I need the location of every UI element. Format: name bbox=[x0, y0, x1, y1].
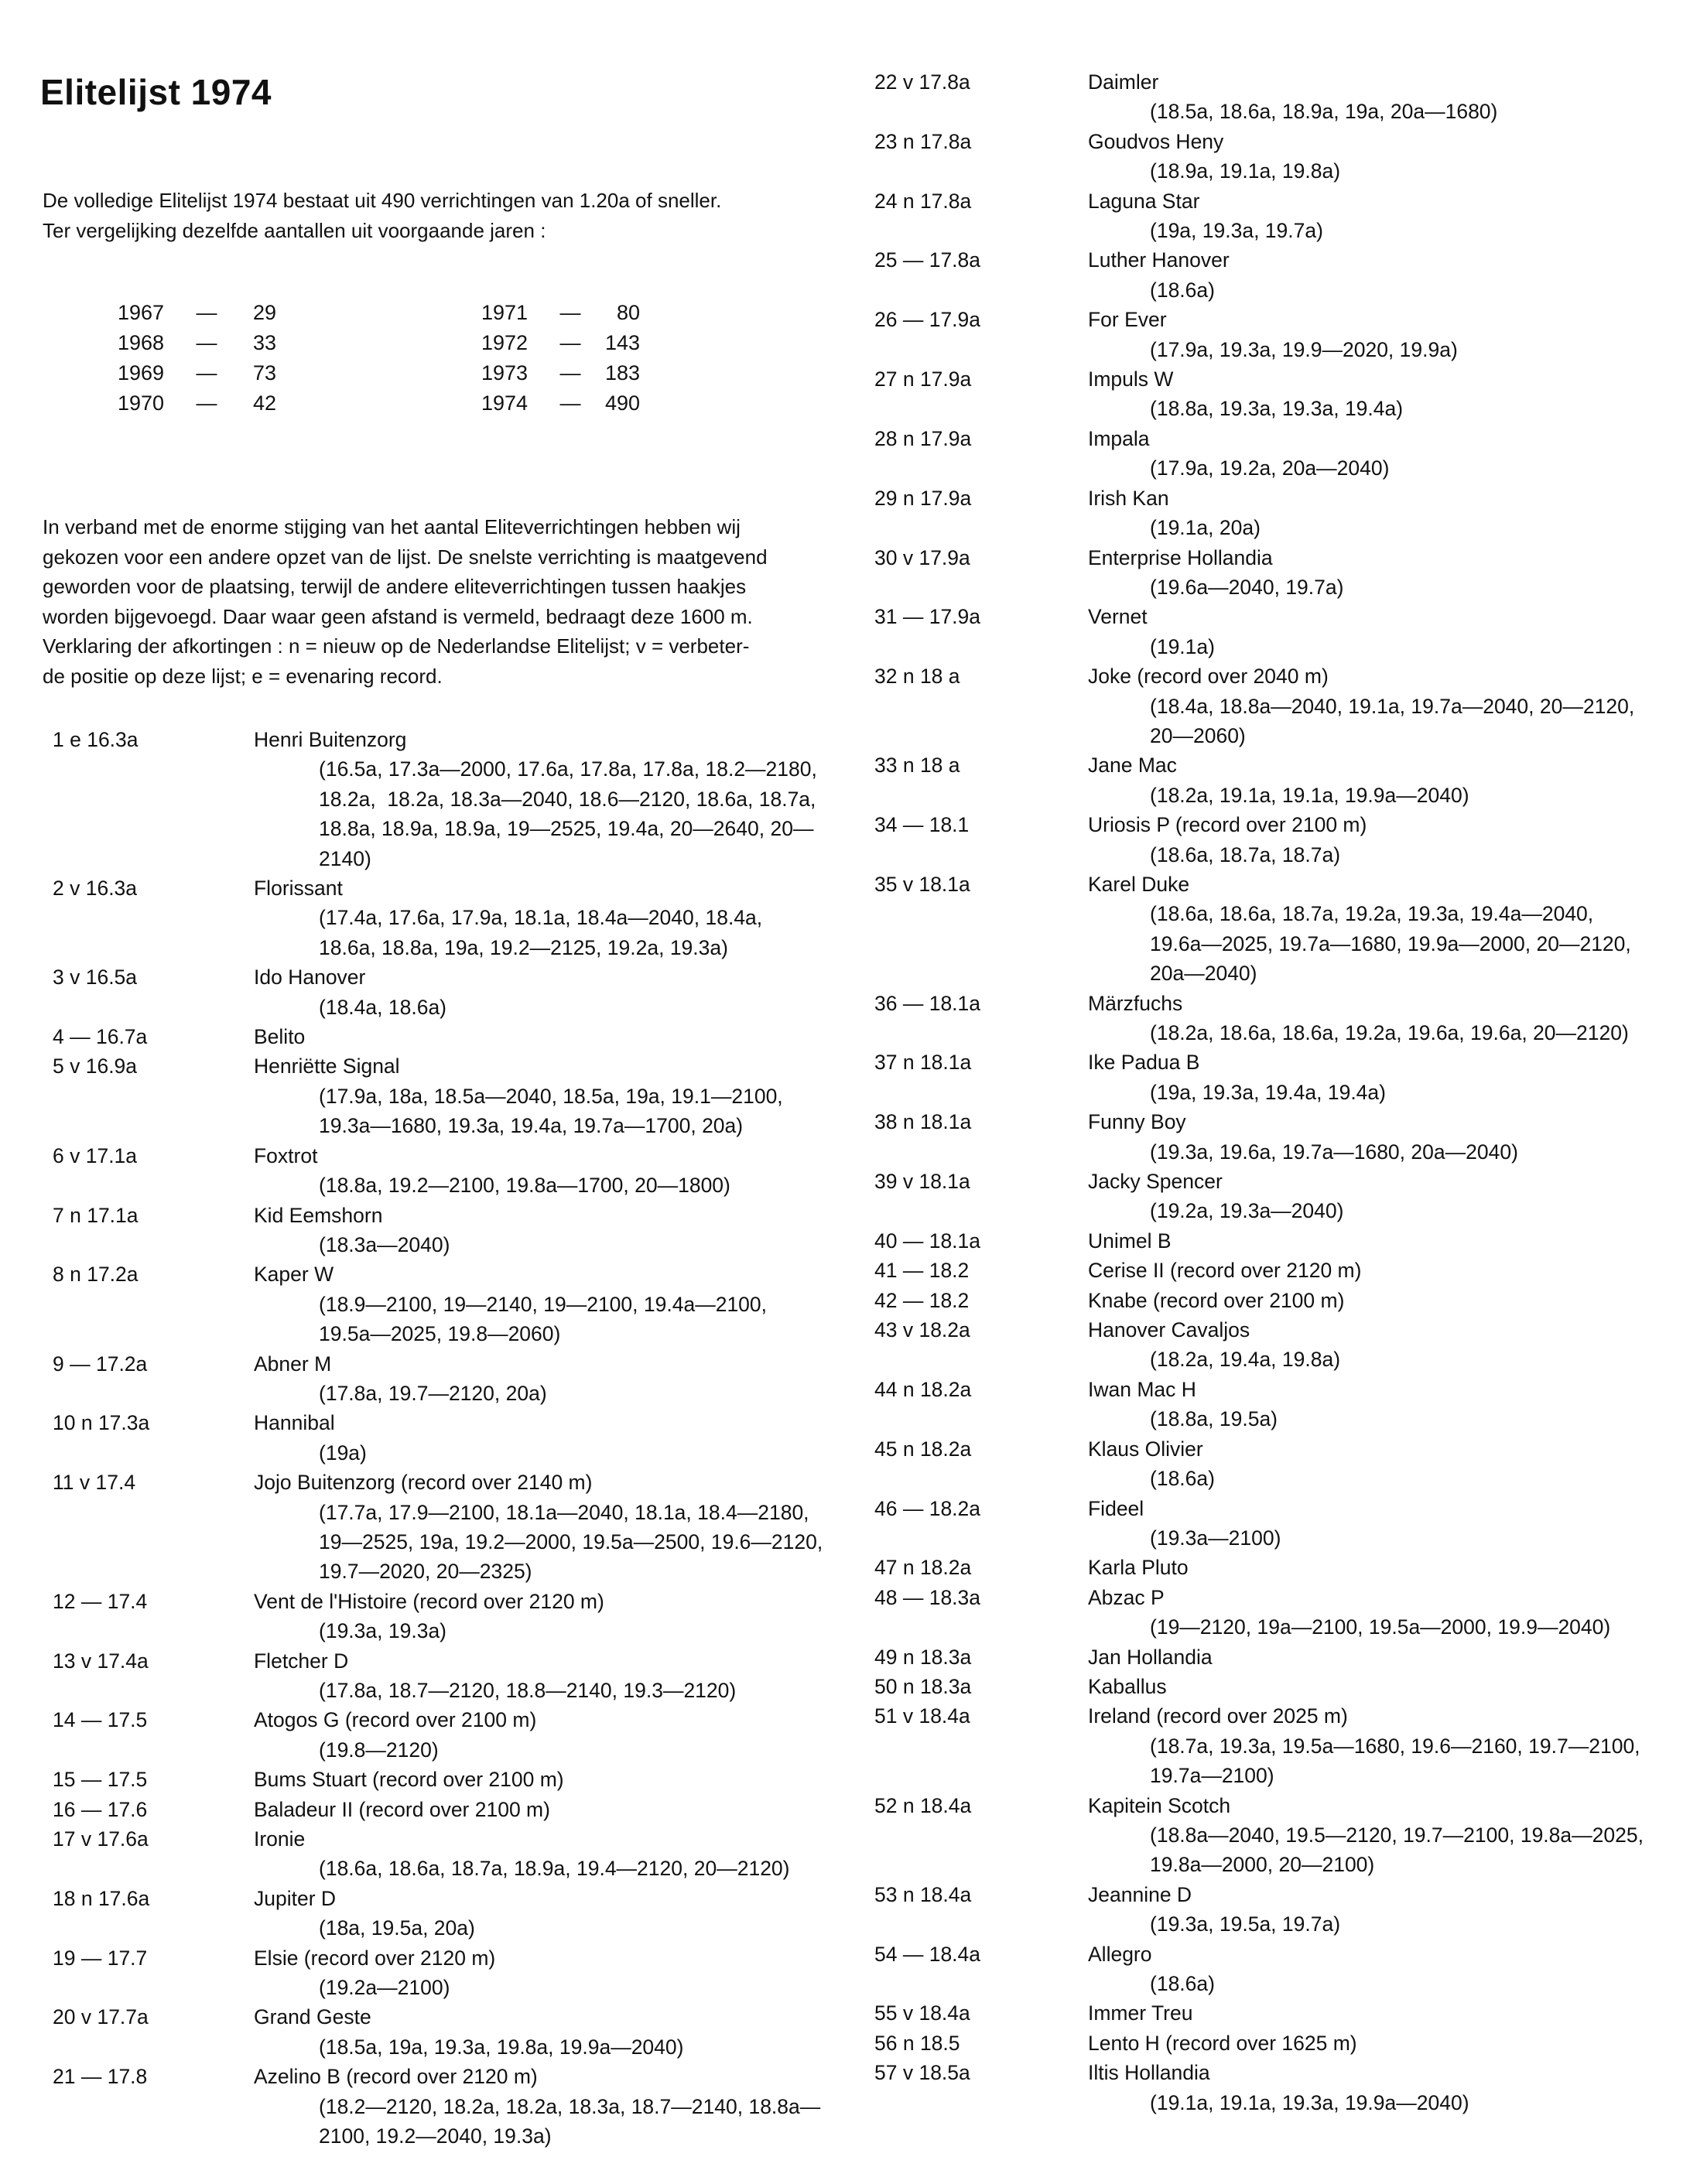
rank-code: 35 v 18.1a bbox=[874, 872, 970, 896]
rank-code: 21 — 17.8 bbox=[53, 2065, 148, 2089]
year-row bbox=[481, 328, 644, 358]
rank-code: 2 v 16.3a bbox=[53, 877, 138, 901]
horse-name: Grand Geste bbox=[254, 2005, 371, 2029]
list-entry bbox=[867, 1880, 1644, 1940]
count: 29 bbox=[252, 301, 276, 324]
horse-name: Fletcher D bbox=[254, 1649, 349, 1673]
list-entry bbox=[867, 1256, 1644, 1285]
rank-code: 43 v 18.2a bbox=[874, 1318, 970, 1342]
times-line: (18.6a) bbox=[1150, 1467, 1215, 1491]
rank-code: 38 n 18.1a bbox=[874, 1110, 972, 1134]
list-entry bbox=[0, 1201, 823, 1260]
times-line: (18.6a) bbox=[1150, 1972, 1215, 1995]
list-entry bbox=[867, 1791, 1644, 1880]
horse-name: Hanover Cavaljos bbox=[1088, 1318, 1250, 1342]
list-entry bbox=[867, 364, 1644, 424]
rank-code: 11 v 17.4 bbox=[53, 1471, 136, 1495]
times-line: (19a, 19.3a, 19.4a, 19.4a) bbox=[1150, 1080, 1386, 1104]
times-line: (18.2—2120, 18.2a, 18.2a, 18.3a, 18.7—2140, 18.8a— bbox=[319, 2094, 821, 2118]
horse-name: Baladeur II (record over 2100 m) bbox=[254, 1797, 550, 1821]
horse-name: Vernet bbox=[1088, 605, 1148, 629]
horse-name: Karel Duke bbox=[1088, 872, 1190, 896]
horse-name: Jane Mac bbox=[1088, 754, 1177, 778]
times-line: 20—2060) bbox=[1150, 723, 1246, 747]
year: 1967 bbox=[118, 301, 165, 324]
ranking-list-right bbox=[867, 67, 1644, 2117]
times-line: (19.6a—2040, 19.7a) bbox=[1150, 575, 1344, 599]
horse-name: Impala bbox=[1088, 426, 1150, 450]
rank-code: 25 — 17.8a bbox=[874, 248, 981, 272]
year-row bbox=[481, 358, 644, 388]
list-entry bbox=[867, 67, 1644, 127]
intro-line: De volledige Elitelijst 1974 bestaat uit 490 verrichtingen van 1.20a of sneller. bbox=[43, 189, 722, 212]
count: 143 bbox=[604, 331, 640, 354]
times-line: (19.2a—2100) bbox=[319, 1976, 450, 2000]
list-entry bbox=[0, 1259, 823, 1348]
rank-code: 19 — 17.7 bbox=[53, 1946, 148, 1970]
explanation-paragraph bbox=[43, 512, 863, 691]
times-line: (18.7a, 19.3a, 19.5a—1680, 19.6—2160, 19.7—2100, bbox=[1150, 1734, 1640, 1758]
dash: — bbox=[196, 331, 217, 354]
rank-code: 36 — 18.1a bbox=[874, 991, 981, 1015]
list-entry bbox=[867, 1494, 1644, 1553]
rank-code: 5 v 16.9a bbox=[53, 1054, 138, 1078]
list-entry bbox=[0, 873, 823, 962]
times-line: (18.4a, 18.6a) bbox=[319, 995, 447, 1019]
times-line: 19.6a—2025, 19.7a—1680, 19.9a—2000, 20—2120, bbox=[1150, 931, 1631, 955]
times-line: (19.3a, 19.3a) bbox=[319, 1619, 447, 1643]
list-entry bbox=[867, 245, 1644, 305]
list-entry bbox=[0, 2062, 823, 2151]
times-line: (18.3a—2040) bbox=[319, 1232, 450, 1256]
horse-name: Jacky Spencer bbox=[1088, 1170, 1223, 1194]
list-entry bbox=[0, 1022, 823, 1051]
horse-name: For Ever bbox=[1088, 308, 1167, 332]
rank-code: 56 n 18.5 bbox=[874, 2031, 960, 2055]
times-line: (18.9a, 19.1a, 19.8a) bbox=[1150, 159, 1341, 183]
horse-name: Funny Boy bbox=[1088, 1110, 1186, 1134]
horse-name: Ike Padua B bbox=[1088, 1051, 1200, 1075]
rank-code: 34 — 18.1 bbox=[874, 813, 970, 837]
list-entry bbox=[0, 725, 823, 873]
times-line: (18.8a, 19.5a) bbox=[1150, 1407, 1278, 1431]
horse-name: Klaus Olivier bbox=[1088, 1437, 1203, 1461]
rank-code: 54 — 18.4a bbox=[874, 1942, 981, 1966]
horse-name: Laguna Star bbox=[1088, 189, 1200, 213]
horse-name: Jupiter D bbox=[254, 1886, 337, 1910]
rank-code: 23 n 17.8a bbox=[874, 129, 972, 153]
times-line: (18.2a, 19.1a, 19.1a, 19.9a—2040) bbox=[1150, 783, 1469, 807]
times-line: (19.1a, 20a) bbox=[1150, 516, 1261, 540]
list-entry bbox=[867, 1553, 1644, 1582]
count: 490 bbox=[604, 391, 640, 415]
rank-code: 9 — 17.2a bbox=[53, 1352, 148, 1376]
list-entry bbox=[867, 305, 1644, 364]
horse-name: Bums Stuart (record over 2100 m) bbox=[254, 1768, 564, 1792]
list-entry bbox=[867, 661, 1644, 750]
rank-code: 1 e 16.3a bbox=[53, 728, 139, 751]
horse-name: Vent de l'Histoire (record over 2120 m) bbox=[254, 1589, 604, 1613]
horse-name: Cerise II (record over 2120 m) bbox=[1088, 1259, 1362, 1283]
times-line: 18.6a, 18.8a, 19a, 19.2—2125, 19.2a, 19.3a) bbox=[319, 935, 728, 959]
list-entry bbox=[867, 1107, 1644, 1167]
times-line: (19.3a—2100) bbox=[1150, 1526, 1281, 1550]
rank-code: 7 n 17.1a bbox=[53, 1203, 139, 1227]
year-row bbox=[481, 298, 644, 328]
explanation-line: geworden voor de plaatsing, terwijl de andere eliteverrichtingen tussen haakjes bbox=[43, 575, 747, 598]
rank-code: 27 n 17.9a bbox=[874, 367, 972, 391]
rank-code: 57 v 18.5a bbox=[874, 2061, 970, 2085]
times-line: 19.8a—2000, 20—2100) bbox=[1150, 1853, 1375, 1877]
count: 80 bbox=[616, 301, 640, 324]
times-line: (19.2a, 19.3a—2040) bbox=[1150, 1199, 1344, 1223]
rank-code: 24 n 17.8a bbox=[874, 189, 972, 213]
list-entry bbox=[0, 1468, 823, 1587]
horse-name: Unimel B bbox=[1088, 1229, 1172, 1253]
times-line: (19a) bbox=[319, 1441, 367, 1465]
explanation-line: gekozen voor een andere opzet van de lijst. De snelste verrichting is maatgevend bbox=[43, 545, 768, 569]
times-line: (19.1a, 19.1a, 19.3a, 19.9a—2040) bbox=[1150, 2090, 1469, 2114]
horse-name: Belito bbox=[254, 1025, 306, 1049]
year-row bbox=[118, 358, 280, 388]
list-entry bbox=[0, 2002, 823, 2062]
list-entry bbox=[867, 1167, 1644, 1226]
times-line: 19.7a—2100) bbox=[1150, 1764, 1274, 1788]
horse-name: Karla Pluto bbox=[1088, 1556, 1189, 1580]
horse-name: Hannibal bbox=[254, 1411, 335, 1435]
year-counts-left bbox=[118, 298, 280, 419]
rank-code: 10 n 17.3a bbox=[53, 1411, 150, 1435]
times-line: 2100, 19.2—2040, 19.3a) bbox=[319, 2124, 552, 2148]
list-entry bbox=[867, 870, 1644, 989]
horse-name: Jan Hollandia bbox=[1088, 1645, 1213, 1669]
horse-name: Abzac P bbox=[1088, 1585, 1165, 1609]
horse-name: Atogos G (record over 2100 m) bbox=[254, 1708, 537, 1732]
times-line: 20a—2040) bbox=[1150, 962, 1257, 986]
rank-code: 31 — 17.9a bbox=[874, 605, 981, 629]
times-line: (18.6a, 18.6a, 18.7a, 18.9a, 19.4—2120, 20—2120) bbox=[319, 1857, 790, 1881]
rank-code: 37 n 18.1a bbox=[874, 1051, 972, 1075]
list-entry bbox=[0, 1943, 823, 2003]
intro-paragraph bbox=[43, 186, 847, 246]
horse-name: Florissant bbox=[254, 877, 343, 901]
horse-name: Ido Hanover bbox=[254, 966, 366, 989]
rank-code: 8 n 17.2a bbox=[53, 1263, 139, 1287]
rank-code: 15 — 17.5 bbox=[53, 1768, 148, 1792]
list-entry bbox=[867, 1226, 1644, 1256]
horse-name: Joke (record over 2040 m) bbox=[1088, 665, 1329, 689]
year-row bbox=[118, 298, 280, 328]
list-entry bbox=[0, 1408, 823, 1468]
explanation-line: Verklaring der afkortingen : n = nieuw op de Nederlandse Elitelijst; v = verbeter- bbox=[43, 634, 750, 658]
horse-name: Märzfuchs bbox=[1088, 991, 1183, 1015]
horse-name: Ireland (record over 2025 m) bbox=[1088, 1704, 1348, 1728]
rank-code: 49 n 18.3a bbox=[874, 1645, 972, 1669]
year: 1969 bbox=[118, 361, 165, 385]
year: 1970 bbox=[118, 391, 165, 415]
rank-code: 52 n 18.4a bbox=[874, 1793, 972, 1817]
page-title: Elitelijst 1974 bbox=[40, 72, 272, 112]
list-entry bbox=[0, 1765, 823, 1794]
times-line: (17.8a, 18.7—2120, 18.8—2140, 19.3—2120) bbox=[319, 1679, 737, 1702]
list-entry bbox=[0, 1587, 823, 1646]
explanation-line: de positie op deze lijst; e = evenaring record. bbox=[43, 664, 443, 688]
rank-code: 44 n 18.2a bbox=[874, 1377, 972, 1401]
times-line: (17.9a, 19.3a, 19.9—2020, 19.9a) bbox=[1150, 337, 1458, 361]
times-line: 19.5a—2025, 19.8—2060) bbox=[319, 1322, 561, 1346]
list-entry bbox=[867, 1315, 1644, 1375]
rank-code: 4 — 16.7a bbox=[53, 1025, 148, 1049]
list-entry bbox=[0, 1705, 823, 1765]
rank-code: 33 n 18 a bbox=[874, 754, 960, 778]
horse-name: Kid Eemshorn bbox=[254, 1203, 383, 1227]
rank-code: 20 v 17.7a bbox=[53, 2005, 149, 2029]
list-entry bbox=[0, 1349, 823, 1409]
list-entry bbox=[0, 1141, 823, 1201]
list-entry bbox=[867, 1940, 1644, 1999]
times-line: (19—2120, 19a—2100, 19.5a—2000, 19.9—2040) bbox=[1150, 1615, 1611, 1639]
times-line: (17.9a, 19.2a, 20a—2040) bbox=[1150, 456, 1390, 480]
rank-code: 14 — 17.5 bbox=[53, 1708, 148, 1732]
horse-name: Allegro bbox=[1088, 1942, 1152, 1966]
rank-code: 50 n 18.3a bbox=[874, 1674, 972, 1698]
right-column bbox=[867, 0, 1707, 2184]
times-line: (17.9a, 18a, 18.5a—2040, 18.5a, 19a, 19.1—2100, bbox=[319, 1084, 783, 1108]
times-line: (18.8a—2040, 19.5—2120, 19.7—2100, 19.8a—2025, bbox=[1150, 1823, 1644, 1847]
list-entry bbox=[867, 1672, 1644, 1701]
horse-name: Ironie bbox=[254, 1827, 306, 1851]
count: 42 bbox=[252, 391, 276, 415]
rank-code: 22 v 17.8a bbox=[874, 70, 970, 94]
list-entry bbox=[867, 127, 1644, 186]
times-line: (18.6a) bbox=[1150, 278, 1215, 302]
dash: — bbox=[559, 391, 581, 415]
horse-name: Jojo Buitenzorg (record over 2140 m) bbox=[254, 1471, 593, 1495]
dash: — bbox=[196, 301, 217, 324]
list-entry bbox=[0, 1795, 823, 1824]
dash: — bbox=[196, 391, 217, 415]
times-line: (19.3a, 19.5a, 19.7a) bbox=[1150, 1912, 1341, 1936]
times-line: (17.4a, 17.6a, 17.9a, 18.1a, 18.4a—2040, 18.4a, bbox=[319, 906, 763, 930]
rank-code: 16 — 17.6 bbox=[53, 1797, 148, 1821]
horse-name: Enterprise Hollandia bbox=[1088, 545, 1273, 569]
times-line: 18.8a, 18.9a, 18.9a, 19—2525, 19.4a, 20—2640, 20— bbox=[319, 817, 814, 841]
year-row bbox=[481, 388, 644, 419]
list-entry bbox=[867, 424, 1644, 484]
times-line: (17.8a, 19.7—2120, 20a) bbox=[319, 1381, 547, 1405]
explanation-line: worden bijgevoegd. Daar waar geen afstand is vermeld, bedraagt deze 1600 m. bbox=[43, 604, 753, 628]
horse-name: Impuls W bbox=[1088, 367, 1174, 391]
horse-name: Fideel bbox=[1088, 1496, 1144, 1520]
list-entry bbox=[0, 1824, 823, 1884]
list-entry bbox=[867, 484, 1644, 543]
list-entry bbox=[0, 962, 823, 1022]
list-entry bbox=[867, 1286, 1644, 1315]
times-line: (18.5a, 19a, 19.3a, 19.8a, 19.9a—2040) bbox=[319, 2035, 684, 2059]
times-line: (18.2a, 18.6a, 18.6a, 19.2a, 19.6a, 19.6a, 20—2120) bbox=[1150, 1021, 1629, 1044]
times-line: 18.2a, 18.2a, 18.3a—2040, 18.6—2120, 18.6a, 18.7a, bbox=[319, 787, 816, 811]
times-line: 19.3a—1680, 19.3a, 19.4a, 19.7a—1700, 20a) bbox=[319, 1114, 744, 1138]
horse-name: Daimler bbox=[1088, 70, 1159, 94]
horse-name: Kapitein Scotch bbox=[1088, 1793, 1231, 1817]
times-line: (18.5a, 18.6a, 18.9a, 19a, 20a—1680) bbox=[1150, 100, 1498, 124]
list-entry bbox=[867, 1375, 1644, 1434]
list-entry bbox=[867, 1434, 1644, 1494]
times-line: 19—2525, 19a, 19.2—2000, 19.5a—2500, 19.6—2120, bbox=[319, 1529, 823, 1553]
year-row bbox=[118, 328, 280, 358]
times-line: (19.3a, 19.6a, 19.7a—1680, 20a—2040) bbox=[1150, 1140, 1518, 1164]
times-line: (18.2a, 19.4a, 19.8a) bbox=[1150, 1348, 1341, 1372]
list-entry bbox=[867, 2028, 1644, 2058]
rank-code: 26 — 17.9a bbox=[874, 308, 981, 332]
horse-name: Iltis Hollandia bbox=[1088, 2061, 1210, 2085]
rank-code: 41 — 18.2 bbox=[874, 1259, 970, 1283]
horse-name: Lento H (record over 1625 m) bbox=[1088, 2031, 1357, 2055]
horse-name: Abner M bbox=[254, 1352, 332, 1376]
intro-line: Ter vergelijking dezelfde aantallen uit voorgaande jaren : bbox=[43, 219, 546, 242]
times-line: (18.6a, 18.7a, 18.7a) bbox=[1150, 842, 1341, 866]
dash: — bbox=[559, 361, 581, 385]
rank-code: 29 n 17.9a bbox=[874, 486, 972, 510]
explanation-line: In verband met de enorme stijging van het aantal Eliteverrichtingen hebben wij bbox=[43, 515, 741, 538]
times-line: (18.6a, 18.6a, 18.7a, 19.2a, 19.3a, 19.4a—2040, bbox=[1150, 902, 1594, 926]
ranking-list-left bbox=[0, 725, 823, 2152]
horse-name: Iwan Mac H bbox=[1088, 1377, 1196, 1401]
rank-code: 46 — 18.2a bbox=[874, 1496, 981, 1520]
rank-code: 51 v 18.4a bbox=[874, 1704, 970, 1728]
rank-code: 40 — 18.1a bbox=[874, 1229, 981, 1253]
count: 33 bbox=[252, 331, 276, 354]
rank-code: 47 n 18.2a bbox=[874, 1556, 972, 1580]
horse-name: Luther Hanover bbox=[1088, 248, 1230, 272]
times-line: (19a, 19.3a, 19.7a) bbox=[1150, 219, 1323, 243]
times-line: (19.1a) bbox=[1150, 634, 1215, 658]
rank-code: 53 n 18.4a bbox=[874, 1882, 972, 1906]
count: 183 bbox=[604, 361, 640, 385]
rank-code: 3 v 16.5a bbox=[53, 966, 138, 989]
list-entry bbox=[867, 602, 1644, 661]
rank-code: 18 n 17.6a bbox=[53, 1886, 150, 1910]
list-entry bbox=[867, 543, 1644, 603]
horse-name: Elsie (record over 2120 m) bbox=[254, 1946, 496, 1970]
horse-name: Kaper W bbox=[254, 1263, 334, 1287]
horse-name: Uriosis P (record over 2100 m) bbox=[1088, 813, 1367, 837]
list-entry bbox=[0, 1646, 823, 1706]
year: 1968 bbox=[118, 331, 165, 354]
horse-name: Immer Treu bbox=[1088, 2001, 1193, 2025]
year: 1971 bbox=[481, 301, 529, 324]
rank-code: 39 v 18.1a bbox=[874, 1170, 970, 1194]
times-line: (18.8a, 19.3a, 19.3a, 19.4a) bbox=[1150, 397, 1404, 421]
horse-name: Jeannine D bbox=[1088, 1882, 1192, 1906]
year: 1973 bbox=[481, 361, 529, 385]
rank-code: 32 n 18 a bbox=[874, 665, 960, 689]
list-entry bbox=[867, 1701, 1644, 1790]
rank-code: 42 — 18.2 bbox=[874, 1288, 970, 1312]
year: 1974 bbox=[481, 391, 529, 415]
rank-code: 17 v 17.6a bbox=[53, 1827, 149, 1851]
rank-code: 45 n 18.2a bbox=[874, 1437, 972, 1461]
rank-code: 13 v 17.4a bbox=[53, 1649, 149, 1673]
rank-code: 55 v 18.4a bbox=[874, 2001, 970, 2025]
horse-name: Irish Kan bbox=[1088, 486, 1169, 510]
horse-name: Kaballus bbox=[1088, 1674, 1167, 1698]
rank-code: 12 — 17.4 bbox=[53, 1589, 148, 1613]
horse-name: Foxtrot bbox=[254, 1143, 318, 1167]
count: 73 bbox=[252, 361, 276, 385]
horse-name: Goudvos Heny bbox=[1088, 129, 1224, 153]
times-line: (18.9—2100, 19—2140, 19—2100, 19.4a—2100, bbox=[319, 1292, 768, 1316]
list-entry bbox=[867, 1998, 1644, 2028]
list-entry bbox=[0, 1884, 823, 1943]
year-counts-right bbox=[481, 298, 644, 419]
list-entry bbox=[867, 989, 1644, 1048]
horse-name: Henri Buitenzorg bbox=[254, 728, 407, 751]
times-line: (18a, 19.5a, 20a) bbox=[319, 1916, 475, 1940]
list-entry bbox=[867, 810, 1644, 870]
times-line: 19.7—2020, 20—2325) bbox=[319, 1560, 532, 1584]
rank-code: 30 v 17.9a bbox=[874, 545, 970, 569]
list-entry bbox=[867, 186, 1644, 246]
year: 1972 bbox=[481, 331, 529, 354]
times-line: (18.8a, 19.2—2100, 19.8a—1700, 20—1800) bbox=[319, 1174, 730, 1198]
horse-name: Azelino B (record over 2120 m) bbox=[254, 2065, 538, 2089]
times-line: (19.8—2120) bbox=[319, 1738, 439, 1762]
list-entry bbox=[867, 1642, 1644, 1672]
rank-code: 28 n 17.9a bbox=[874, 426, 972, 450]
list-entry bbox=[867, 2058, 1644, 2117]
dash: — bbox=[196, 361, 217, 385]
horse-name: Henriëtte Signal bbox=[254, 1054, 400, 1078]
rank-code: 48 — 18.3a bbox=[874, 1585, 981, 1609]
times-line: (17.7a, 17.9—2100, 18.1a—2040, 18.1a, 18.4—2180, bbox=[319, 1500, 809, 1524]
times-line: (16.5a, 17.3a—2000, 17.6a, 17.8a, 17.8a, 18.2—2180, bbox=[319, 757, 817, 781]
dash: — bbox=[559, 331, 581, 354]
list-entry bbox=[867, 750, 1644, 810]
list-entry bbox=[0, 1051, 823, 1140]
horse-name: Knabe (record over 2100 m) bbox=[1088, 1288, 1345, 1312]
times-line: (18.4a, 18.8a—2040, 19.1a, 19.7a—2040, 20—2120, bbox=[1150, 694, 1635, 718]
times-line: 2140) bbox=[319, 846, 371, 870]
dash: — bbox=[559, 301, 581, 324]
rank-code: 6 v 17.1a bbox=[53, 1143, 138, 1167]
list-entry bbox=[867, 1048, 1644, 1107]
year-row bbox=[118, 388, 280, 419]
list-entry bbox=[867, 1583, 1644, 1642]
